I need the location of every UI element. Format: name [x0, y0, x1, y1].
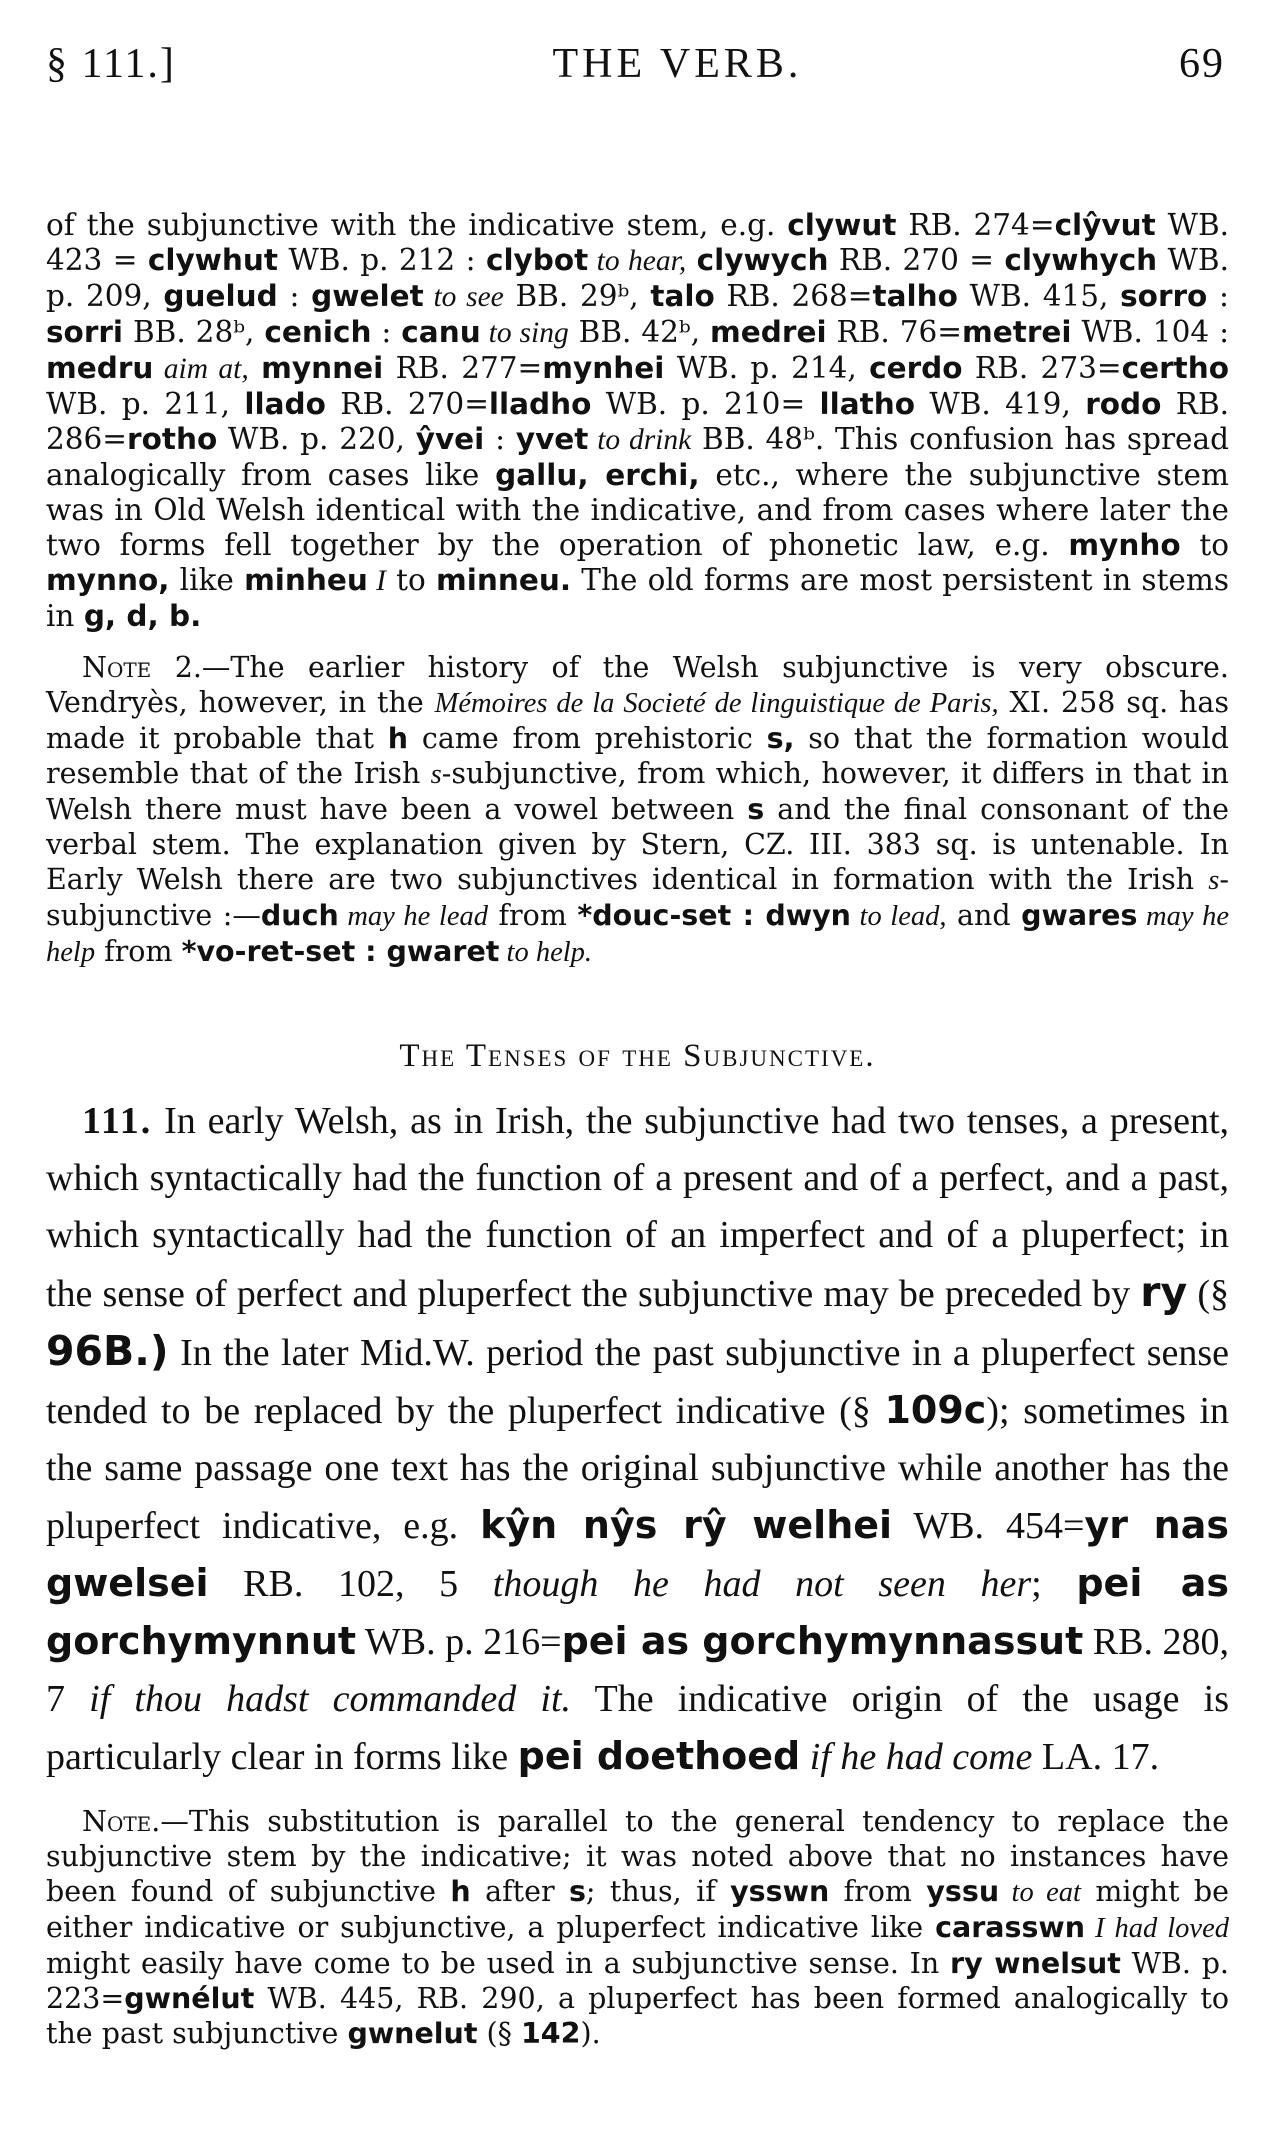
- note-paragraph: Note.—This substitution is parallel to the general tendency to replace the subjunctive stem by the indicative; it was noted above that no instances have been found of subjunctive h after s; thus, if ysswn from yssu to eat might be either indicative or subjunctive, a pluperfect indicative like carasswn I had loved might easily have come to be used in a subjunctive sense. In ry wnelsut WB. p. 223=gwnélut WB. 445, RB. 290, a pluperfect has been formed analogically to the past subjunctive gwnelut (§ 142).: [46, 1805, 1229, 2050]
- note-2-paragraph: Note 2.—The earlier history of the Welsh subjunctive is very obscure. Vendryès, however, in the Mémoires de la Societé de linguistique de Paris, XI. 258 sq. has made it probable that h came from prehistoric s, so that the formation would resemble that of the Irish s-subjunctive, from which, however, it differs in that in Welsh there must have been a vowel between s and the final consonant of the verbal stem. The explanation given by Stern, CZ. III. 383 sq. is untenable. In Early Welsh there are two subjunctives identical in formation with the Irish s-subjunctive :—duch may he lead from *douc-set : dwyn to lead, and gwares may he help from *vo-ret-set : gwaret to help.: [46, 651, 1230, 968]
- note-label: Note 2.: [82, 651, 202, 684]
- section-heading: The Tenses of the Subjunctive.: [399, 1038, 876, 1074]
- section-marker: § 111.]: [46, 41, 176, 87]
- page-number: 69: [1179, 41, 1225, 87]
- running-head: [46, 40, 1225, 130]
- section-number: 111.: [82, 1100, 153, 1142]
- page-title: THE VERB.: [552, 41, 803, 87]
- note-label: Note.: [82, 1805, 161, 1838]
- section-111-paragraph: 111. In early Welsh, as in Irish, the subjunctive had two tenses, a present, which syntactically had the function of a present and of a perfect, and a past, which syntactically had the function of an imperfect and of a pluperfect; in the sense of perfect and pluperfect the subjunctive may be preceded by ry (§ 96B.) In the later Mid.W. period the past subjunctive in a pluperfect sense tended to be replaced by the pluperfect indicative (§ 109c); sometimes in the same passage one text has the original subjunctive while another has the pluperfect indicative, e.g. kŷn nŷs rŷ welhei WB. 454=yr nas gwelsei RB. 102, 5 though he had not seen her; pei as gorchymynnut WB. p. 216=pei as gorchymynnassut RB. 280, 7 if thou hadst commanded it. The indicative origin of the usage is particularly clear in forms like pei doethoed if he had come LA. 17.: [46, 1100, 1230, 1778]
- continued-paragraph: of the subjunctive with the indicative stem, e.g. clywut RB. 274=clŷvut WB. 423 = clywhut WB. p. 212 : clybot to hear, clywych RB. 270 = clywhych WB. p. 209, guelud : gwelet to see BB. 29ᵇ, talo RB. 268=talho WB. 415, sorro : sorri BB. 28ᵇ, cenich : canu to sing BB. 42ᵇ, medrei RB. 76=metrei WB. 104 : medru aim at, mynnei RB. 277=mynhei WB. p. 214, cerdo RB. 273=certho WB. p. 211, llado RB. 270=lladho WB. p. 210= llatho WB. 419, rodo RB. 286=rotho WB. p. 220, ŷvei : yvet to drink BB. 48ᵇ. This confusion has spread analogically from cases like gallu, erchi, etc., where the subjunctive stem was in Old Welsh identical with the indicative, and from cases where later the two forms fell together by the operation of phonetic law, e.g. mynho to mynno, like minheu I to minneu. The old forms are most persistent in stems in g, d, b.: [46, 208, 1230, 633]
